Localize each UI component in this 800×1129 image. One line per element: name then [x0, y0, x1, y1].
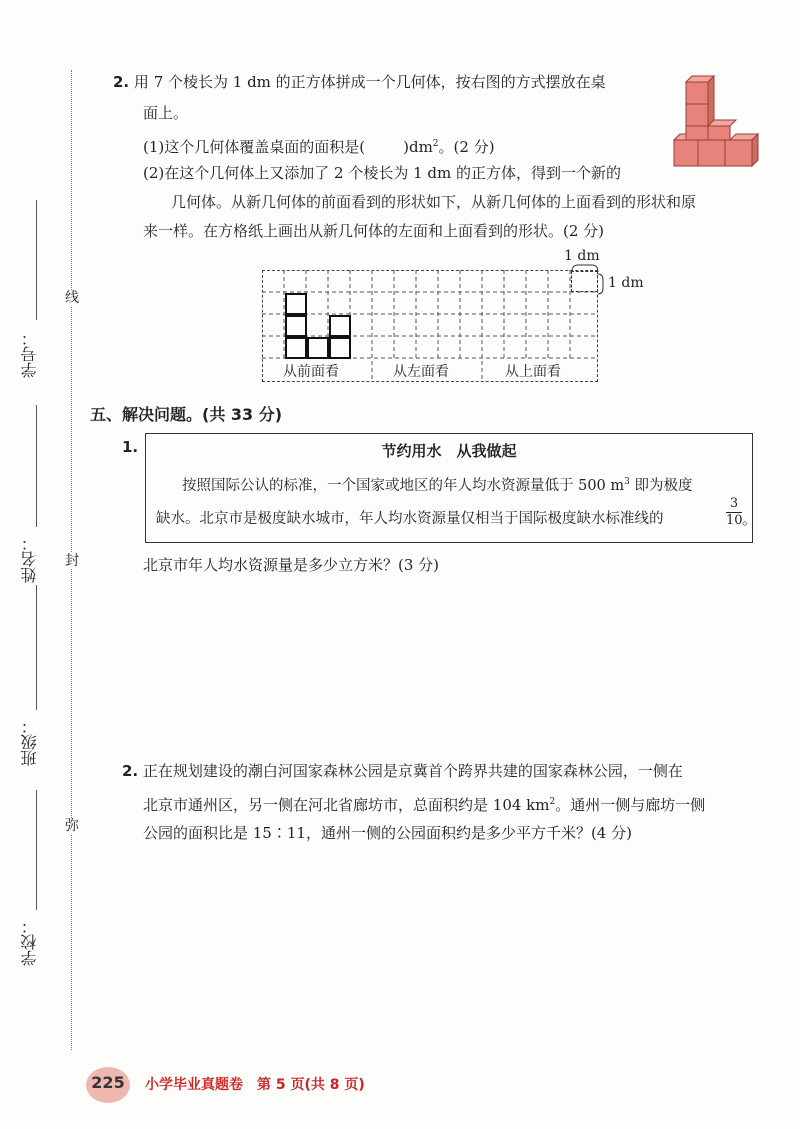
info-line2-end: 。 — [742, 510, 758, 528]
front-view-cell — [285, 315, 307, 337]
sub1-unit: )dm — [403, 138, 433, 156]
problem-2-text-line2: 北京市通州区，另一侧在河北省廊坊市，总面积约是 104 km — [143, 796, 550, 814]
info-line1-sup: 3 — [624, 477, 630, 487]
sub-question-2-line3: 来一样。在方格纸上画出从新几何体的左面和上面看到的形状。(2 分) — [143, 222, 605, 240]
problem-1-question: 北京市年人均水资源量是多少立方米？(3 分) — [143, 556, 440, 574]
problem-2-text-line2-tail: 。通州一侧与廊坊一侧 — [555, 796, 706, 814]
footer-text: 小学毕业真题卷 第 5 页(共 8 页) — [145, 1077, 365, 1093]
question-number: 2. — [113, 73, 130, 91]
sub1-score: 。(2 分) — [438, 138, 495, 156]
fraction-numerator: 3 — [729, 496, 739, 511]
info-box — [145, 433, 758, 543]
question-text-line1: 用 7 个棱长为 1 dm 的正方体拼成一个几何体，按右图的方式摆放在桌 — [133, 73, 606, 91]
school-label: 学校： — [20, 918, 39, 966]
cube-stack-illustration — [672, 74, 768, 170]
front-view-cell — [285, 337, 307, 359]
school-line[interactable] — [36, 790, 37, 910]
student-id-label: 学号： — [20, 330, 39, 378]
sub1-text: (1)这个几何体覆盖桌面的面积是( — [143, 138, 366, 156]
question-2-geometry — [113, 72, 606, 92]
section-title: 五、解决问题。(共 33 分) — [90, 405, 283, 424]
sub-question-2-line2: 几何体。从新几何体的前面看到的形状如下，从新几何体的上面看到的形状和原 — [171, 193, 697, 211]
page-number: 225 — [91, 1073, 125, 1092]
problem-1-number: 1. — [122, 438, 139, 456]
info-line1-tail: 即为极度 — [629, 477, 693, 494]
dim-label-right: 1 dm — [608, 275, 644, 291]
class-label: 班级： — [20, 718, 39, 766]
student-id-line[interactable] — [36, 200, 37, 320]
seal-char-close: 弥 — [65, 818, 79, 834]
label-left-view: 从左面看 — [393, 364, 449, 380]
info-box-title: 节约用水 从我做起 — [381, 442, 517, 460]
name-label: 姓名： — [20, 535, 39, 583]
name-line[interactable] — [36, 405, 37, 527]
front-view-cell — [285, 293, 307, 315]
label-front-view: 从前面看 — [283, 364, 339, 380]
problem-2-number: 2. — [122, 762, 139, 780]
problem-2-line1 — [122, 761, 683, 781]
problem-2-text-line1: 正在规划建设的潮白河国家森林公园是京冀首个跨界共建的国家森林公园，一侧在 — [142, 762, 683, 780]
info-box-line1 — [182, 472, 693, 496]
sub-question-1 — [143, 134, 495, 157]
sub1-sup: 2 — [432, 139, 439, 149]
unit-cell — [571, 271, 598, 292]
grid-paper[interactable] — [262, 270, 598, 382]
dim-label-top: 1 dm — [564, 248, 600, 264]
class-line[interactable] — [36, 585, 37, 710]
problem-2-line2 — [143, 792, 705, 815]
label-top-view: 从上面看 — [505, 364, 561, 380]
seal-char-line: 线 — [65, 290, 79, 306]
fraction-denominator: 10 — [726, 513, 743, 528]
problem-2-line3: 公园的面积比是 15∶11，通州一侧的公园面积约是多少平方千米？(4 分) — [143, 824, 632, 842]
question-text-line2: 面上。 — [143, 104, 189, 122]
front-view-cell — [307, 337, 329, 359]
sub-question-2-line1: (2)在这个几何体上又添加了 2 个棱长为 1 dm 的正方体，得到一个新的 — [143, 164, 622, 182]
info-line2-text: 缺水。北京市是极度缺水城市，年人均水资源量仅相当于国际极度缺水标准线的 — [156, 511, 664, 527]
seal-char-seal: 封 — [65, 553, 79, 569]
fraction — [726, 496, 742, 529]
info-box-line2 — [156, 509, 664, 529]
info-line1-text: 按照国际公认的标准，一个国家或地区的年人均水资源量低于 500 m — [182, 477, 625, 494]
problem-2-sup: 2 — [549, 797, 556, 807]
front-view-cell — [329, 337, 351, 359]
front-view-cell — [329, 315, 351, 337]
